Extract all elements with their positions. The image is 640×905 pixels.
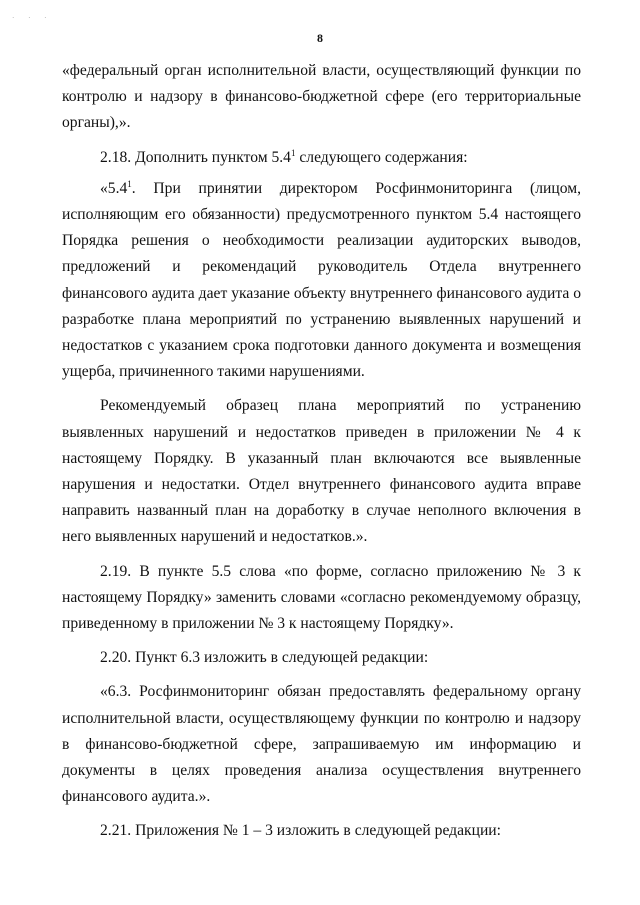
text-fragment: «5.4 <box>100 179 128 197</box>
paragraph-2-20: 2.20. Пункт 6.3 изложить в следующей редакции: <box>100 649 429 667</box>
paragraph-2-18 <box>62 145 581 171</box>
text-fragment: следующего содержания: <box>295 148 468 166</box>
text-fragment: 2.18. Дополнить пунктом 5.4 <box>100 148 291 166</box>
paragraph-recommended-plan: Рекомендуемый образец плана мероприятий по устранению выявленных нарушений и недостатков приведен в приложении № 4 к настоящему Порядку. В указанный план включаются все выявленные нарушения и недостатки. Отдел внутреннего финансового аудита вправе направить названный план на доработку в случае неполного включения в него выявленных нарушений и недостатков.». <box>62 397 581 546</box>
superscript: 1 <box>290 147 296 158</box>
paragraph-2-21: 2.21. Приложения № 1 – 3 изложить в следующей редакции: <box>100 822 501 840</box>
paragraph-5-4-1 <box>62 176 581 386</box>
text-fragment: . При принятии директором Росфинмониторинга (лицом, исполняющим его обязанности) предусмотренного пунктом 5.4 настоящего Порядка решения о необходимости реализации аудиторских выводов, предложений и рекомендаций руководитель Отдела внутреннего финансового аудита дает указание объекту внутреннего финансового аудита о разработке плана мероприятий по устранению выявленных нарушений и недостатков с указанием срока подготовки данного документа и возмещения ущерба, причиненного такими нарушениями. <box>62 179 581 381</box>
scan-specks: · · · <box>12 14 53 22</box>
page-number: 8 <box>317 31 323 45</box>
paragraph-6-3: «6.3. Росфинмониторинг обязан предоставлять федеральному органу исполнительной власти, осуществляющему функции по контролю и надзору в финансово-бюджетной сфере, запрашиваемую им информацию и документы в целях проведения анализа осуществления внутреннего финансового аудита.». <box>62 683 581 806</box>
paragraph-organ-definition: «федеральный орган исполнительной власти, осуществляющий функции по контролю и надзору в финансово-бюджетной сфере (его территориальные органы),». <box>62 62 581 132</box>
superscript: 1 <box>127 178 132 189</box>
document-body <box>62 58 581 853</box>
paragraph-2-19: 2.19. В пункте 5.5 слова «по форме, согласно приложению № 3 к настоящему Порядку» заменить словами «согласно рекомендуемому образцу, приведенному в приложении № 3 к настоящему Порядку». <box>62 562 581 633</box>
